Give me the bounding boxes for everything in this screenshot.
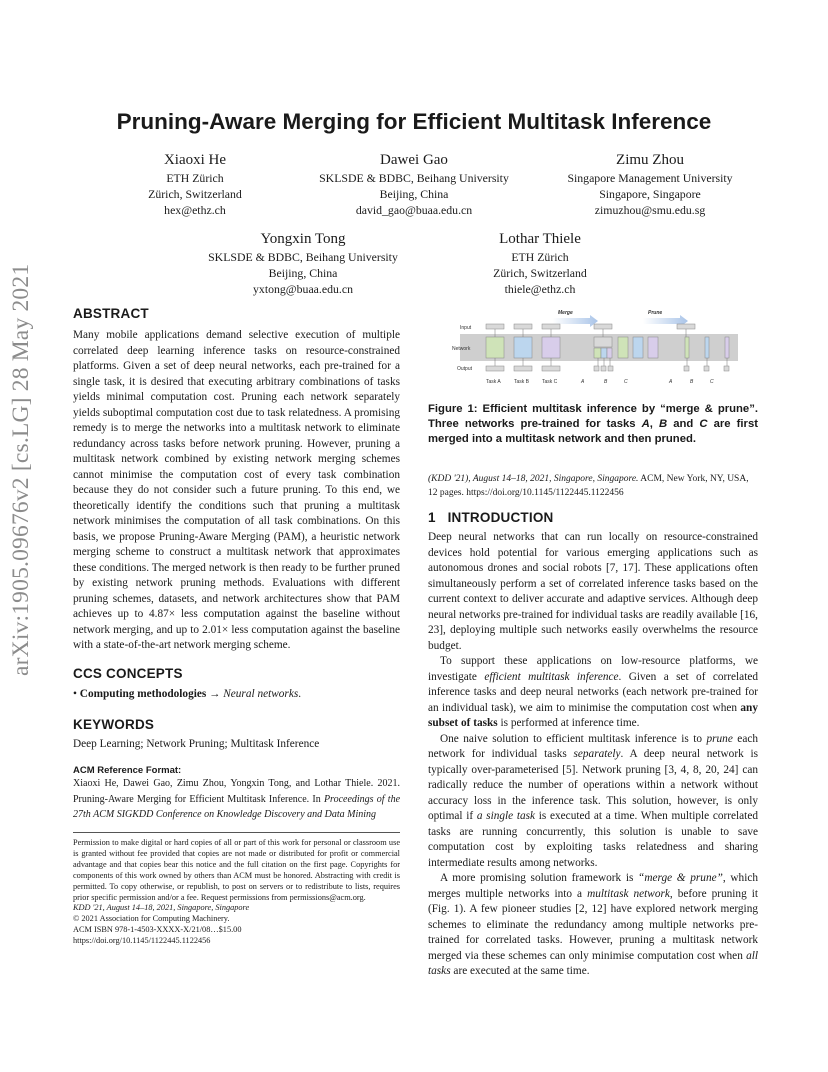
row-label-network: Network: [452, 346, 471, 352]
emphasis: prune: [706, 732, 733, 745]
text: A more promising solution framework is: [440, 872, 639, 884]
pruned-label-c: C: [710, 379, 714, 385]
author-location: Beijing, China: [379, 187, 449, 202]
author-1: [100, 150, 290, 219]
caption-task-b: B: [659, 418, 668, 430]
caption-task-a: A: [641, 418, 650, 430]
emphasis: multitask network: [587, 887, 670, 900]
author-location: Singapore, Singapore: [599, 187, 701, 202]
author-email: zimuzhou@smu.edu.sg: [594, 203, 706, 218]
arxiv-stamp: arXiv:1905.09676v2 [cs.LG] 28 May 2021: [8, 263, 34, 676]
text: each network for individual tasks: [428, 732, 758, 760]
pruned-label-a: A: [669, 379, 673, 385]
author-affiliation: SKLSDE & BDBC, Beihang University: [319, 171, 509, 185]
ccs-heading: CCS CONCEPTS: [73, 666, 183, 681]
permission-copyright: © 2021 Association for Computing Machinery.: [73, 914, 230, 924]
prune-label: Prune: [648, 310, 663, 316]
text: , which merges multiple networks into a: [428, 872, 759, 900]
acm-reference-label: ACM Reference Format:: [73, 765, 182, 776]
author-email: david_gao@buaa.edu.cn: [355, 203, 473, 218]
caption-part: ,: [649, 418, 659, 430]
text: . A deep neural network is typically over-parameterised [5]. Network pruning [3, 4, 8, 20, 24] can radically reduce the number of operations within a network without accuracy loss in the inference task. This solution, however, is only optimal if: [428, 748, 758, 822]
permission-isbn: ACM ISBN 978-1-4503-XXXX-X/21/08…$15.00: [73, 925, 242, 935]
row-label-output: Output: [457, 366, 473, 372]
intro-paragraph-2: [428, 654, 758, 732]
author-email: thiele@ethz.ch: [504, 282, 576, 297]
merged-label-c: C: [624, 379, 628, 385]
text: . Given a set of correlated inference tasks and deep neural networks (each network pre-trained for an individual task), we aim to minimise the computation cost when: [428, 670, 758, 714]
row-label-input: Input: [460, 325, 472, 331]
text: are executed at the same time.: [450, 965, 590, 977]
section-number: 1: [428, 510, 436, 525]
caption-part: are first merged into a multitask network and then pruned.: [428, 418, 758, 445]
permission-doi: https://doi.org/10.1145/1122445.1122456: [73, 936, 211, 946]
text: is executed at a time. When multiple correlated tasks are running concurrently, this solution is unable to save computation cost by exploiting tasks relatedness and sharing intermediate results among networks.: [428, 810, 758, 869]
author-name: Lothar Thiele: [499, 231, 581, 247]
author-location: Zürich, Switzerland: [493, 266, 587, 281]
reference-venue-short: (KDD '21), August 14–18, 2021, Singapore, Singapore.: [428, 474, 639, 484]
author-location: Beijing, China: [268, 266, 338, 281]
abstract-text: [73, 328, 400, 654]
author-5: [440, 229, 640, 298]
caption-task-c: C: [699, 418, 708, 430]
abstract-heading: ABSTRACT: [73, 306, 149, 321]
merge-label: Merge: [558, 310, 573, 316]
paper-title: Pruning-Aware Merging for Efficient Multitask Inference: [116, 109, 712, 134]
keywords-text: Deep Learning; Network Pruning; Multitask Inference: [73, 738, 320, 750]
footnote-rule: [73, 832, 400, 833]
ccs-end: .: [298, 688, 302, 700]
separate-networks: [486, 324, 560, 371]
emphasis: all tasks: [428, 949, 758, 977]
arrow: →: [209, 688, 221, 700]
strong: any subset of tasks: [428, 701, 758, 729]
task-label-a: Task A: [486, 379, 501, 385]
ccs-concept: Computing methodologies: [79, 688, 207, 700]
figure-merge-prune: [428, 306, 758, 394]
text: , before pruning it (Fig. 1). A few pioneer studies [2, 12] have explored network merging schemes to eliminate the redundancy among multiple networks pre-trained for correlated tasks. However, pruning a multitask network merged via these schemes can only minimise computation cost when: [428, 887, 758, 962]
author-email: hex@ethz.ch: [164, 203, 226, 218]
merged-label-a: A: [581, 379, 585, 385]
author-affiliation: ETH Zürich: [166, 171, 224, 185]
author-name: Zimu Zhou: [616, 152, 684, 168]
caption-part: Figure 1: Efficient multitask inference by “merge & prune”. Three networks pre-trained for tasks: [428, 403, 758, 430]
keywords-heading: KEYWORDS: [73, 717, 155, 732]
author-name: Yongxin Tong: [260, 231, 346, 247]
ccs-subconcept: Neural networks: [223, 688, 299, 700]
emphasis: a single task: [476, 810, 536, 822]
emphasis: separately: [573, 748, 621, 760]
author-email: yxtong@buaa.edu.cn: [253, 282, 353, 297]
intro-text: [428, 530, 758, 980]
reference-publisher: ACM, New York, NY, USA, 12 pages. https://doi.org/10.1145/1122445.1122456: [428, 474, 749, 498]
author-affiliation: Singapore Management University: [567, 171, 733, 185]
bullet: •: [73, 688, 77, 700]
permission-venue: KDD '21, August 14–18, 2021, Singapore, Singapore: [73, 903, 250, 913]
section-title: INTRODUCTION: [447, 510, 554, 525]
acm-reference-text: [73, 776, 400, 823]
author-location: Zürich, Switzerland: [148, 187, 242, 202]
merged-label-b: B: [604, 379, 608, 385]
pruned-label-b: B: [690, 379, 694, 385]
intro-paragraph-3: [428, 732, 758, 872]
author-name: Xiaoxi He: [163, 152, 227, 168]
permission-block: [73, 838, 400, 947]
emphasis: “merge & prune”: [638, 872, 723, 884]
author-affiliation: ETH Zürich: [511, 250, 569, 264]
author-3: [530, 150, 770, 219]
author-affiliation: SKLSDE & BDBC, Beihang University: [208, 250, 398, 264]
caption-part: and: [667, 418, 700, 430]
text: To support these applications on low-resource platforms, we investigate: [428, 655, 758, 683]
acm-reference-continued: [428, 473, 758, 501]
author-2: [300, 150, 528, 219]
intro-paragraph-1: Deep neural networks that can run locally on resource-constrained devices hold potential for various emerging applications such as autonomous drones and social robots [7, 17]. These applications often simultaneously perform a set of correlated inference tasks based on the current context to deliver accurate and adaptive services. Although deep neural networks pre-trained for individual tasks are readily available [16, 23], deploying multiple such networks easily overwhelms the resource budget.: [428, 531, 758, 652]
intro-heading: [428, 510, 553, 525]
abstract-paragraph: Many mobile applications demand selective execution of multiple correlated deep learning inference tasks on resource-constrained platforms. Given a set of deep neural networks, each pre-trained for a single task, it is desired that executing arbitrary combinations of tasks yields minimal computation cost. Pruning each network separately yields suboptimal computation cost due to task relatedness. A promising remedy is to merge the networks into a multitask network to eliminate redundancy across tasks before network pruning. However, pruning a multitask network combined by existing network merging schemes cannot minimise the computation cost of every task combination because they do not consider such a future pruning. To this end, we theoretically identify the conditions such that pruning a multitask network minimises the computation of all task combinations. On this basis, we propose Pruning-Aware Merging (PAM), a heuristic network merging scheme to construct a multitask network that approximates these conditions. The merged network is then ready to be further pruned by existing network pruning methods. Evaluations with different pruning schemes, datasets, and network architectures show that PAM achieves up to 4.87× less computation against the baseline without network merging, and up to 2.01× less computation against the baseline with a state-of-the-art network merging scheme.: [73, 329, 400, 651]
figure-caption: [428, 402, 758, 447]
author-name: Dawei Gao: [380, 152, 448, 168]
emphasis: efficient multitask inference: [484, 670, 619, 683]
text: One naive solution to efficient multitask inference is to: [440, 732, 707, 745]
ccs-concepts: [73, 688, 400, 700]
reference-authors-title: Xiaoxi He, Dawei Gao, Zimu Zhou, Yongxin Tong, and Lothar Thiele. 2021. Pruning-Aware Merging for Efficient Multitask Inference. In: [73, 778, 400, 805]
permission-text: Permission to make digital or hard copies of all or part of this work for personal or classroom use is granted without fee provided that copies are not made or distributed for profit or commercial advantage and that copies bear this notice and the full citation on the first page. Copyrights for components of this work owned by others than ACM must be honored. Abstracting with credit is permitted. To copy otherwise, or republish, to post on servers or to redistribute to lists, requires prior specific permission and/or a fee. Request permissions from permissions@acm.org.: [73, 838, 400, 902]
task-label-b: Task B: [514, 379, 530, 385]
author-4: [188, 229, 418, 298]
reference-venue: Proceedings of the 27th ACM SIGKDD Conference on Knowledge Discovery and Data Mining: [73, 793, 401, 821]
intro-paragraph-4: [428, 871, 758, 980]
task-label-c: Task C: [542, 379, 558, 385]
text: is performed at inference time.: [497, 717, 640, 729]
